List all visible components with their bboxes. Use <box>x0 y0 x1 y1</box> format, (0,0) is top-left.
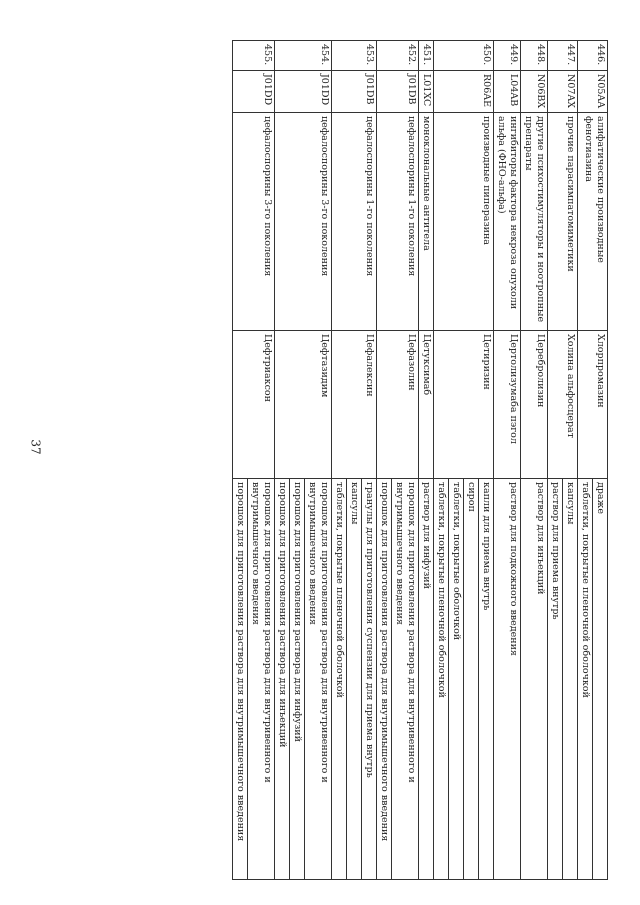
table-row <box>521 41 548 880</box>
row-number: 451. <box>419 41 434 71</box>
dosage-form: гранулы для приготовления суспензии для приема внутрь <box>362 479 377 880</box>
atc-code: L01XC <box>419 71 434 113</box>
table-row <box>248 41 275 880</box>
dosage-form: раствор для подкожного введения <box>494 479 521 880</box>
atc-code: N05AA <box>578 71 608 113</box>
table-row <box>362 41 377 880</box>
dosage-form: порошок для приготовления раствора для внутривенного и внутримышечного введения <box>392 479 419 880</box>
dosage-form: порошок для приготовления раствора для внутривенного и внутримышечного введения <box>305 479 332 880</box>
row-number: 447. <box>548 41 578 71</box>
pharm-group: моноклональные антитела <box>419 113 434 331</box>
dosage-form: таблетки, покрытые пленочной оболочкой <box>434 479 449 880</box>
drug-name: Цефтриаксон <box>233 331 275 479</box>
table-row <box>392 41 419 880</box>
row-number: 453. <box>332 41 377 71</box>
table-row <box>479 41 494 880</box>
row-number: 452. <box>377 41 419 71</box>
pharm-group: производные пиперазина <box>434 113 494 331</box>
drug-name: Цетуксимаб <box>419 331 434 479</box>
dosage-form: порошок для приготовления раствора для внутривенного и внутримышечного введения <box>248 479 275 880</box>
atc-code: N06BX <box>521 71 548 113</box>
atc-code: J01DD <box>233 71 275 113</box>
drug-name: Цетиризин <box>434 331 494 479</box>
dosage-form: порошок для приготовления раствора для внутримышечного введения <box>233 479 248 880</box>
drug-name: Цефазолин <box>377 331 419 479</box>
dosage-form: капли для приема внутрь <box>479 479 494 880</box>
drug-name: Цефтазидим <box>275 331 332 479</box>
dosage-form: раствор для инъекций <box>521 479 548 880</box>
dosage-form: порошок для приготовления раствора для инфузий <box>290 479 305 880</box>
row-number: 449. <box>494 41 521 71</box>
drug-name: Церебролизин <box>521 331 548 479</box>
pharm-group: цефалоспорины 1-го поколения <box>377 113 419 331</box>
dosage-form: порошок для приготовления раствора для инъекций <box>275 479 290 880</box>
pharm-group: алифатические производные фенотиазина <box>578 113 608 331</box>
table-row <box>593 41 608 880</box>
drug-name: Холина альфосцерат <box>548 331 578 479</box>
atc-code: L04AB <box>494 71 521 113</box>
table-row <box>494 41 521 880</box>
pharm-group: ингибиторы фактора некроза опухоли альфа (ФНО-альфа) <box>494 113 521 331</box>
dosage-form: капсулы <box>347 479 362 880</box>
atc-code: N07AX <box>548 71 578 113</box>
dosage-form: драже <box>593 479 608 880</box>
table-row <box>419 41 434 880</box>
pharm-group: прочие парасимпатомиметики <box>548 113 578 331</box>
row-number: 450. <box>434 41 494 71</box>
drug-name: Хлорпромазин <box>578 331 608 479</box>
drug-table-body <box>233 41 608 880</box>
drug-name: Цертолизумаба пэгол <box>494 331 521 479</box>
atc-code: J01DD <box>275 71 332 113</box>
atc-code: J01DB <box>332 71 377 113</box>
dosage-form: таблетки, покрытые оболочкой <box>449 479 464 880</box>
dosage-form: капсулы <box>563 479 578 880</box>
row-number: 448. <box>521 41 548 71</box>
table-row <box>305 41 332 880</box>
pharm-group: цефалоспорины 3-го поколения <box>275 113 332 331</box>
dosage-form: раствор для приема внутрь <box>548 479 563 880</box>
document-page <box>232 40 608 880</box>
dosage-form: таблетки, покрытые пленочной оболочкой <box>332 479 347 880</box>
pharm-group: другие психостимуляторы и ноотропные препараты <box>521 113 548 331</box>
page-number: 37 <box>28 439 43 455</box>
table-row <box>563 41 578 880</box>
pharm-group: цефалоспорины 3-го поколения <box>233 113 275 331</box>
row-number: 455. <box>233 41 275 71</box>
row-number: 454. <box>275 41 332 71</box>
atc-code: R06AE <box>434 71 494 113</box>
dosage-form: сироп <box>464 479 479 880</box>
atc-code: J01DB <box>377 71 419 113</box>
drug-name: Цефалексин <box>332 331 377 479</box>
drug-table <box>232 40 608 880</box>
row-number: 446. <box>578 41 608 71</box>
dosage-form: порошок для приготовления раствора для внутримышечного введения <box>377 479 392 880</box>
dosage-form: раствор для инфузий <box>419 479 434 880</box>
dosage-form: таблетки, покрытые пленочной оболочкой <box>578 479 593 880</box>
pharm-group: цефалоспорины 1-го поколения <box>332 113 377 331</box>
